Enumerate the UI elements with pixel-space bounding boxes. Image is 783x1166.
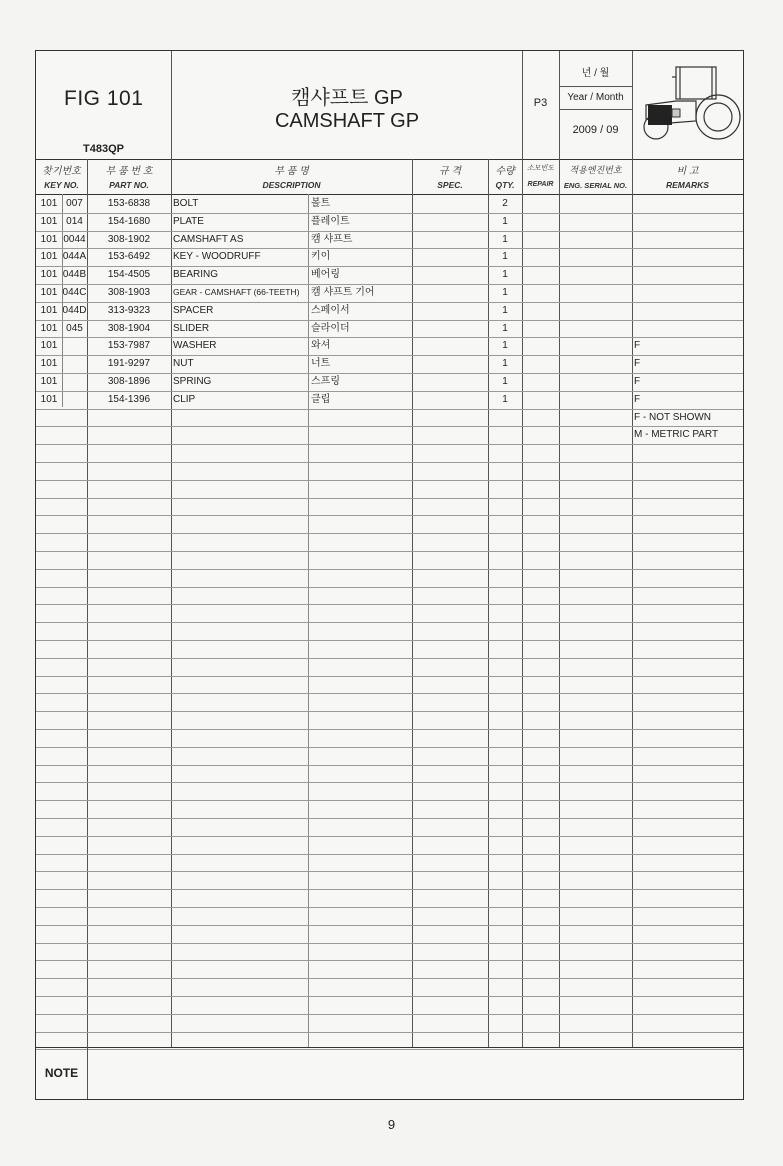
row-divider (36, 943, 743, 944)
description-english: SPACER (173, 304, 214, 316)
row-divider (36, 498, 743, 499)
description-english: NUT (173, 358, 194, 370)
key-suffix: 045 (66, 322, 83, 334)
key-number: 101 (40, 322, 58, 334)
row-divider (36, 676, 743, 677)
col-header-spec-en: SPEC. (437, 180, 463, 190)
key-number: 101 (40, 215, 58, 227)
key-suffix: 007 (66, 198, 83, 209)
description-korean: 플레이트 (311, 215, 350, 227)
quantity: 1 (502, 358, 508, 370)
col-header-repair-en: REPAIR (527, 181, 554, 188)
figure-number: FIG 101 (64, 87, 144, 110)
col-header-key-ko: 찾기번호 (42, 166, 81, 177)
quantity: 1 (502, 393, 508, 405)
description-english: CAMSHAFT AS (173, 233, 244, 245)
row-divider (36, 462, 743, 463)
date-label-english: Year / Month (567, 92, 624, 103)
description-korean: 슬라이더 (311, 322, 350, 334)
col-header-key-en: KEY NO. (44, 180, 79, 190)
row-divider (36, 480, 743, 481)
row-divider (36, 747, 743, 748)
row-divider (36, 765, 743, 766)
remarks: M - METRIC PART (634, 429, 719, 441)
parts-sheet (35, 50, 744, 1100)
quantity: 1 (502, 251, 508, 263)
row-divider (36, 854, 743, 855)
row-divider (36, 800, 743, 801)
part-number: 154-1396 (107, 393, 151, 405)
description-korean: 캠 샤프트 기어 (311, 287, 375, 298)
remarks: F - NOT SHOWN (634, 411, 712, 423)
col-header-serial-ko: 적용엔진번호 (569, 165, 622, 175)
part-number: 313-9323 (107, 304, 151, 316)
key-number: 101 (40, 287, 58, 298)
model-code: T483QP (83, 143, 124, 155)
row-divider (36, 622, 743, 623)
row-divider (36, 978, 743, 979)
description-korean: 키이 (311, 251, 331, 263)
col-header-spec-ko: 규 격 (438, 166, 462, 177)
page-code: P3 (533, 97, 548, 109)
part-number: 153-6492 (107, 251, 151, 263)
row-divider (36, 729, 743, 730)
row-divider (36, 569, 743, 570)
row-divider (36, 1014, 743, 1015)
row-divider (36, 533, 743, 534)
quantity: 1 (502, 304, 508, 316)
description-english: WASHER (173, 340, 217, 352)
page-number: 9 (387, 1117, 396, 1132)
part-number: 308-1896 (107, 376, 151, 387)
row-divider (36, 640, 743, 641)
remarks: F (634, 340, 641, 352)
quantity: 2 (502, 198, 508, 209)
row-divider (36, 515, 743, 516)
col-header-repair-ko: 소모빈도 (526, 165, 555, 172)
row-divider (36, 871, 743, 872)
part-number: 191-9297 (107, 358, 151, 370)
row-divider (36, 925, 743, 926)
key-number: 101 (40, 340, 58, 352)
key-number: 101 (40, 269, 58, 281)
description-english: KEY - WOODRUFF (173, 251, 261, 263)
tractor-icon (636, 57, 742, 156)
description-english: BEARING (173, 269, 219, 281)
row-divider (36, 960, 743, 961)
part-number: 308-1902 (107, 233, 151, 245)
col-header-remarks-en: REMARKS (666, 180, 709, 190)
part-number: 308-1903 (107, 287, 151, 298)
quantity: 1 (502, 322, 508, 334)
row-divider (36, 658, 743, 659)
key-suffix: 044D (62, 304, 87, 316)
row-divider (36, 907, 743, 908)
key-number: 101 (40, 251, 58, 263)
key-number: 101 (40, 393, 58, 405)
part-number: 153-7987 (107, 340, 151, 352)
quantity: 1 (502, 376, 508, 387)
row-divider (36, 693, 743, 694)
key-suffix: 044A (62, 251, 87, 263)
row-divider (36, 996, 743, 997)
quantity: 1 (502, 233, 508, 245)
description-english: BOLT (173, 198, 199, 209)
description-english: PLATE (173, 215, 204, 227)
col-header-qty-ko: 수량 (495, 166, 515, 177)
key-suffix: 0044 (63, 233, 86, 245)
key-number: 101 (40, 198, 58, 209)
description-english: GEAR - CAMSHAFT (66-TEETH) (173, 287, 300, 297)
key-number: 101 (40, 304, 58, 316)
key-number: 101 (40, 358, 58, 370)
row-divider (36, 1049, 743, 1050)
row-divider (36, 551, 743, 552)
col-header-part-ko: 부 품 번 호 (105, 166, 153, 177)
key-suffix: 014 (66, 215, 83, 227)
key-suffix: 044B (62, 269, 87, 281)
remarks: F (634, 358, 641, 370)
title-english: CAMSHAFT GP (274, 110, 420, 132)
col-header-qty-en: QTY. (495, 180, 515, 190)
row-divider (36, 818, 743, 819)
part-number: 308-1904 (107, 322, 151, 334)
description-korean: 클립 (311, 393, 331, 405)
col-header-remarks-ko: 비 고 (676, 166, 699, 177)
row-divider (36, 604, 743, 605)
row-divider (36, 711, 743, 712)
remarks: F (634, 393, 641, 405)
row-divider (36, 836, 743, 837)
col-header-part-en: PART NO. (109, 180, 149, 190)
row-divider (36, 782, 743, 783)
description-korean: 볼트 (311, 198, 331, 209)
quantity: 1 (502, 287, 508, 298)
date-label-korean: 년 / 월 (581, 68, 610, 79)
description-english: SLIDER (173, 322, 210, 334)
description-english: CLIP (173, 393, 196, 405)
key-number: 101 (40, 233, 58, 245)
description-korean: 베어링 (311, 269, 340, 281)
description-korean: 캠 샤프트 (311, 233, 353, 245)
description-korean: 와셔 (311, 340, 331, 352)
description-korean: 너트 (311, 358, 331, 370)
description-korean: 스프링 (311, 376, 340, 387)
part-number: 154-4505 (107, 269, 151, 281)
quantity: 1 (502, 340, 508, 352)
key-number: 101 (40, 376, 58, 387)
col-header-desc-ko: 부 품 명 (274, 166, 309, 177)
description-english: SPRING (173, 376, 212, 387)
col-header-desc-en: DESCRIPTION (262, 180, 321, 190)
part-number: 154-1680 (107, 215, 151, 227)
col-header-serial-en: ENG. SERIAL NO. (563, 181, 628, 190)
row-divider (36, 587, 743, 588)
row-divider (36, 444, 743, 445)
part-number: 153-6838 (107, 198, 151, 209)
note-label: NOTE (44, 1066, 79, 1080)
row-divider (36, 889, 743, 890)
row-divider (36, 1032, 743, 1033)
key-suffix: 044C (62, 287, 87, 298)
remarks: F (634, 376, 641, 387)
title-korean: 캠샤프트 GP (291, 87, 403, 109)
description-korean: 스페이서 (311, 304, 350, 316)
quantity: 1 (502, 215, 508, 227)
date-value: 2009 / 09 (572, 124, 619, 136)
quantity: 1 (502, 269, 508, 281)
